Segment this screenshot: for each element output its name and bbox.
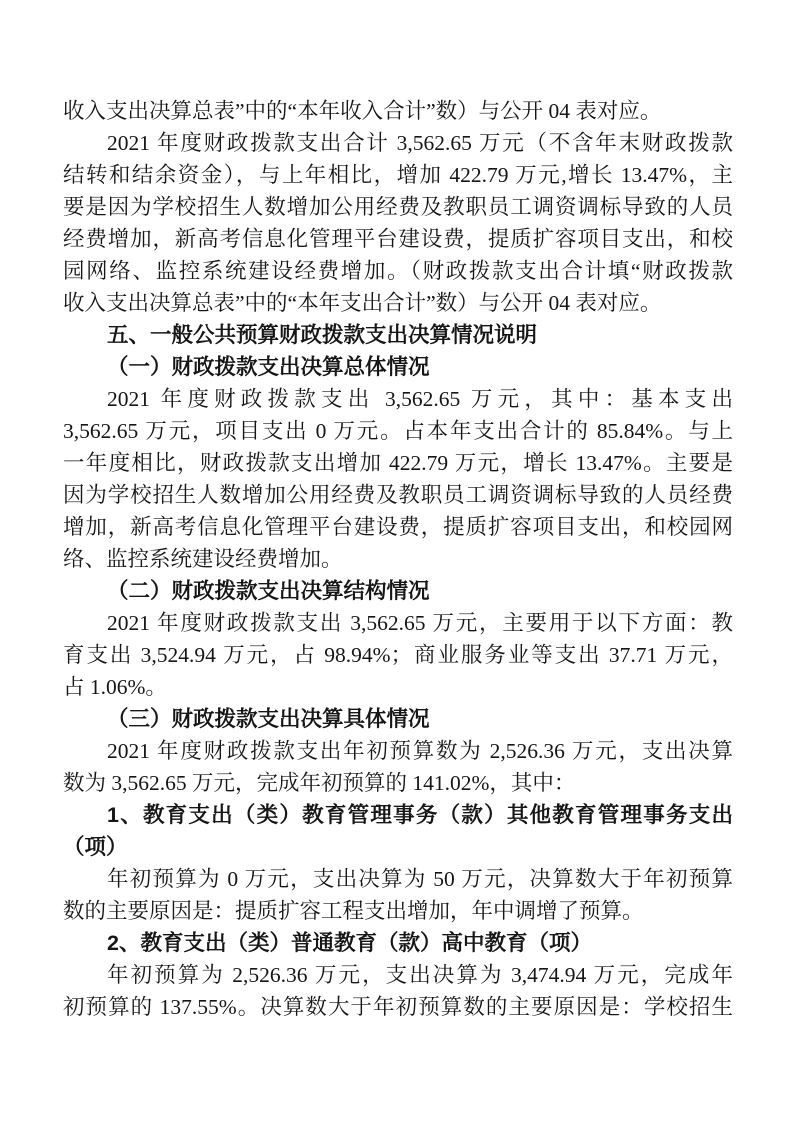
document-line: 2021 年度财政拨款支出年初预算数为 2,526.36 万元，支出决算 [107, 739, 733, 763]
document-line: 一年度相比，财政拨款支出增加 422.79 万元，增长 13.47%。主要是 [63, 451, 733, 475]
section-heading: （三）财政拨款支出决算具体情况 [107, 707, 430, 731]
paragraph-overall-situation [63, 383, 733, 575]
document-line: 2021 年度财政拨款支出 3,562.65 万元，主要用于以下方面：教 [107, 611, 733, 635]
paragraph-structure-situation [63, 607, 733, 703]
section-heading: （二）财政拨款支出决算结构情况 [107, 579, 430, 603]
document-line: 要是因为学校招生人数增加公用经费及教职员工调资调标导致的人员 [63, 195, 733, 219]
document-line: 3,562.65 万元，项目支出 0 万元。占本年支出合计的 85.84%。与上 [63, 419, 733, 443]
document-line: 育支出 3,524.94 万元，占 98.94%；商业服务业等支出 37.71 万元， [63, 643, 733, 667]
document-line: 2021 年度财政拨款支出合计 3,562.65 万元（不含年末财政拨款 [107, 131, 733, 155]
document-line: 收入支出决算总表”中的“本年支出合计”数）与公开 04 表对应。 [63, 291, 662, 315]
document-line: 数为 3,562.65 万元，完成年初预算的 141.02%，其中： [63, 771, 576, 795]
paragraph-item-2-detail [63, 959, 733, 1023]
section-heading: 2、教育支出（类）普通教育（款）高中教育（项） [107, 931, 592, 955]
section-heading-five [63, 319, 733, 351]
sub-heading-three [63, 703, 733, 735]
document-line: 2021 年度财政拨款支出 3,562.65 万元，其中：基本支出 [107, 387, 733, 411]
document-line: 年初预算为 0 万元，支出决算为 50 万元，决算数大于年初预算 [107, 867, 733, 891]
sub-heading-one [63, 351, 733, 383]
document-line: 因为学校招生人数增加公用经费及教职员工调资调标导致的人员经费 [63, 483, 733, 507]
document-line: 初预算的 137.55%。决算数大于年初预算数的主要原因是：学校招生 [63, 995, 733, 1019]
document-line: 结转和结余资金），与上年相比，增加 422.79 万元,增长 13.47%，主 [63, 163, 733, 187]
section-heading: 1、教育支出（类）教育管理事务（款）其他教育管理事务支出 [107, 803, 733, 827]
paragraph-fiscal-expenditure-total [63, 127, 733, 319]
item-heading-2 [63, 927, 733, 959]
paragraph-continuation [63, 95, 733, 127]
document-line: 园网络、监控系统建设经费增加。（财政拨款支出合计填“财政拨款 [63, 259, 733, 283]
document-line: 络、监控系统建设经费增加。 [63, 547, 343, 571]
text-block [63, 95, 733, 1023]
item-heading-1 [63, 799, 733, 863]
paragraph-specific-situation [63, 735, 733, 799]
document-line: 数的主要原因是：提质扩容工程支出增加，年中调增了预算。 [63, 899, 644, 923]
document-line: 年初预算为 2,526.36 万元，支出决算为 3,474.94 万元，完成年 [107, 963, 733, 987]
document-line: 经费增加，新高考信息化管理平台建设费，提质扩容项目支出，和校 [63, 227, 733, 251]
section-heading: 五、一般公共预算财政拨款支出决算情况说明 [107, 323, 538, 347]
document-line: 占 1.06%。 [63, 675, 167, 699]
document-line: 收入支出决算总表”中的“本年收入合计”数）与公开 04 表对应。 [63, 99, 662, 123]
sub-heading-two [63, 575, 733, 607]
paragraph-item-1-detail [63, 863, 733, 927]
section-heading: （一）财政拨款支出决算总体情况 [107, 355, 430, 379]
section-heading: （项） [63, 835, 128, 859]
document-line: 增加，新高考信息化管理平台建设费，提质扩容项目支出，和校园网 [63, 515, 733, 539]
